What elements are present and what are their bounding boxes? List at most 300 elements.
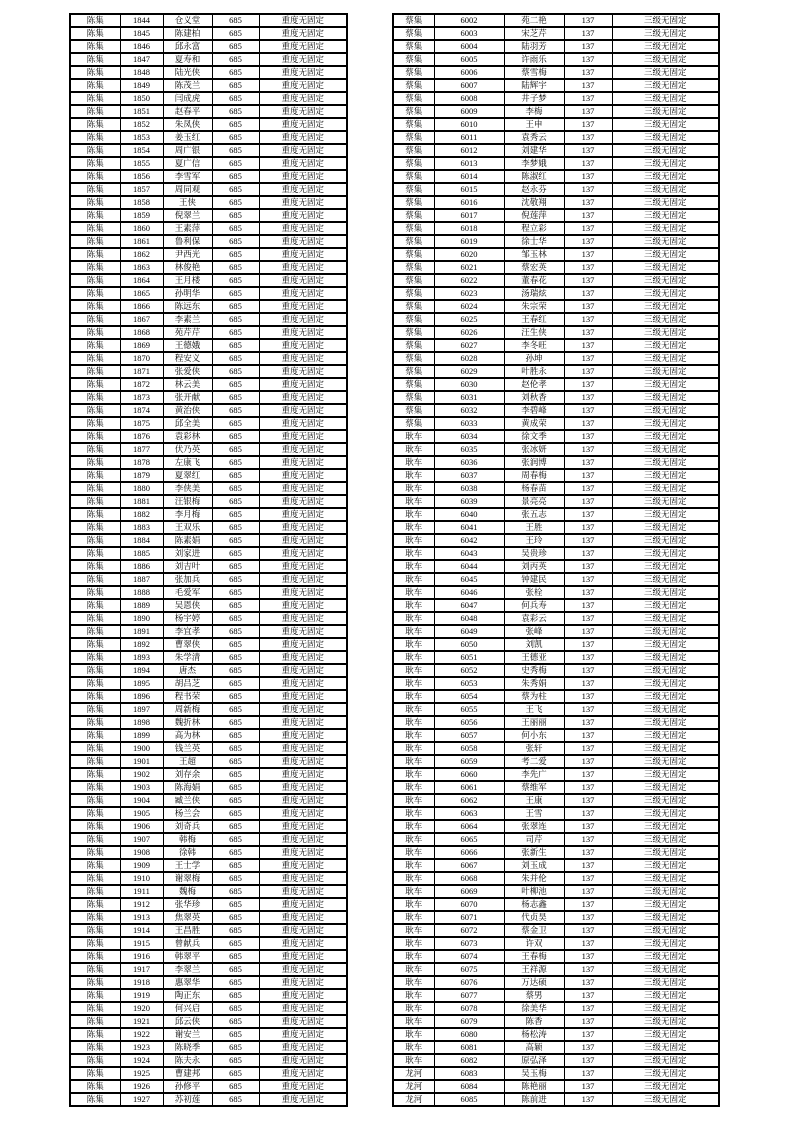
table-cell: 蔡集 <box>393 391 434 404</box>
table-row <box>393 261 719 274</box>
table-cell: 三级无固定 <box>612 612 719 625</box>
table-cell: 黄成荣 <box>504 417 564 430</box>
table-cell: 三级无固定 <box>612 274 719 287</box>
table-cell: 陈集 <box>70 820 120 833</box>
table-cell: 6083 <box>434 1067 504 1080</box>
table-cell: 陈集 <box>70 482 120 495</box>
table-cell: 三级无固定 <box>612 248 719 261</box>
table-cell: 张新生 <box>504 846 564 859</box>
table-cell: 1864 <box>120 274 163 287</box>
table-cell: 钟建民 <box>504 573 564 586</box>
table-cell: 重度无固定 <box>259 417 347 430</box>
left-roster-table <box>69 13 348 1107</box>
table-cell: 6027 <box>434 339 504 352</box>
table-cell: 1910 <box>120 872 163 885</box>
table-cell: 6056 <box>434 716 504 729</box>
table-cell: 6068 <box>434 872 504 885</box>
table-cell: 耿车 <box>393 1002 434 1015</box>
table-cell: 三级无固定 <box>612 625 719 638</box>
table-cell: 685 <box>212 391 259 404</box>
table-cell: 137 <box>564 794 612 807</box>
table-cell: 137 <box>564 976 612 989</box>
table-cell: 685 <box>212 235 259 248</box>
table-cell: 6035 <box>434 443 504 456</box>
table-cell: 6072 <box>434 924 504 937</box>
table-cell: 6047 <box>434 599 504 612</box>
table-cell: 杨松涛 <box>504 1028 564 1041</box>
table-cell: 三级无固定 <box>612 27 719 40</box>
table-cell: 685 <box>212 638 259 651</box>
table-cell: 朱凤侠 <box>163 118 212 131</box>
table-cell: 685 <box>212 963 259 976</box>
table-cell: 李素兰 <box>163 313 212 326</box>
table-cell: 6059 <box>434 755 504 768</box>
table-cell: 三级无固定 <box>612 1054 719 1067</box>
table-cell: 张栓 <box>504 586 564 599</box>
table-cell: 137 <box>564 755 612 768</box>
table-row <box>70 638 347 651</box>
table-row <box>393 872 719 885</box>
table-cell: 6013 <box>434 157 504 170</box>
table-cell: 137 <box>564 79 612 92</box>
table-cell: 李碧峰 <box>504 404 564 417</box>
table-row <box>70 131 347 144</box>
table-cell: 685 <box>212 157 259 170</box>
table-cell: 三级无固定 <box>612 196 719 209</box>
table-row <box>70 391 347 404</box>
table-cell: 685 <box>212 560 259 573</box>
table-cell: 685 <box>212 1054 259 1067</box>
table-cell: 重度无固定 <box>259 742 347 755</box>
table-cell: 三级无固定 <box>612 729 719 742</box>
table-cell: 1925 <box>120 1067 163 1080</box>
table-cell: 夏广信 <box>163 157 212 170</box>
table-cell: 徐文季 <box>504 430 564 443</box>
table-row <box>70 989 347 1002</box>
table-cell: 陈集 <box>70 963 120 976</box>
table-cell: 蔡集 <box>393 235 434 248</box>
table-cell: 耿车 <box>393 911 434 924</box>
table-cell: 景亮亮 <box>504 495 564 508</box>
table-cell: 685 <box>212 690 259 703</box>
table-cell: 陈集 <box>70 872 120 885</box>
table-cell: 陈集 <box>70 14 120 27</box>
table-cell: 陈集 <box>70 1067 120 1080</box>
table-cell: 耿车 <box>393 690 434 703</box>
table-cell: 龙河 <box>393 1093 434 1106</box>
table-cell: 刘建华 <box>504 144 564 157</box>
table-cell: 6044 <box>434 560 504 573</box>
table-cell: 137 <box>564 573 612 586</box>
table-row <box>393 820 719 833</box>
table-row <box>393 599 719 612</box>
table-cell: 三级无固定 <box>612 365 719 378</box>
table-cell: 重度无固定 <box>259 456 347 469</box>
table-cell: 蔡集 <box>393 92 434 105</box>
table-cell: 魏折林 <box>163 716 212 729</box>
table-cell: 137 <box>564 170 612 183</box>
table-cell: 程安义 <box>163 352 212 365</box>
table-cell: 137 <box>564 118 612 131</box>
table-cell: 重度无固定 <box>259 92 347 105</box>
table-cell: 137 <box>564 768 612 781</box>
table-cell: 685 <box>212 924 259 937</box>
table-cell: 137 <box>564 183 612 196</box>
table-cell: 重度无固定 <box>259 729 347 742</box>
table-row <box>70 14 347 27</box>
table-row <box>70 664 347 677</box>
table-cell: 陈集 <box>70 261 120 274</box>
table-cell: 王飞 <box>504 703 564 716</box>
table-cell: 三级无固定 <box>612 794 719 807</box>
table-cell: 邹玉林 <box>504 248 564 261</box>
table-cell: 苑芹芹 <box>163 326 212 339</box>
table-cell: 685 <box>212 1093 259 1106</box>
table-cell: 耿车 <box>393 1041 434 1054</box>
table-cell: 陈集 <box>70 534 120 547</box>
table-cell: 陈集 <box>70 248 120 261</box>
table-cell: 6034 <box>434 430 504 443</box>
table-row <box>70 911 347 924</box>
table-cell: 137 <box>564 287 612 300</box>
table-cell: 137 <box>564 547 612 560</box>
table-cell: 1885 <box>120 547 163 560</box>
table-cell: 1927 <box>120 1093 163 1106</box>
table-cell: 三级无固定 <box>612 339 719 352</box>
table-row <box>70 378 347 391</box>
table-cell: 1854 <box>120 144 163 157</box>
table-cell: 陆羽芳 <box>504 40 564 53</box>
table-cell: 6061 <box>434 781 504 794</box>
table-cell: 赵春平 <box>163 105 212 118</box>
table-cell: 1878 <box>120 456 163 469</box>
table-row <box>70 846 347 859</box>
table-cell: 685 <box>212 209 259 222</box>
table-cell: 137 <box>564 521 612 534</box>
table-cell: 三级无固定 <box>612 898 719 911</box>
table-cell: 137 <box>564 599 612 612</box>
table-cell: 陈集 <box>70 1093 120 1106</box>
table-cell: 耿车 <box>393 508 434 521</box>
table-cell: 1889 <box>120 599 163 612</box>
table-row <box>393 638 719 651</box>
table-cell: 三级无固定 <box>612 443 719 456</box>
table-cell: 685 <box>212 14 259 27</box>
table-cell: 三级无固定 <box>612 1067 719 1080</box>
table-cell: 685 <box>212 729 259 742</box>
table-cell: 137 <box>564 248 612 261</box>
table-cell: 谢安兰 <box>163 1028 212 1041</box>
table-cell: 685 <box>212 1028 259 1041</box>
table-cell: 三级无固定 <box>612 378 719 391</box>
table-cell: 陈集 <box>70 651 120 664</box>
table-row <box>393 196 719 209</box>
table-cell: 三级无固定 <box>612 1041 719 1054</box>
table-cell: 重度无固定 <box>259 1080 347 1093</box>
table-cell: 王玲 <box>504 534 564 547</box>
table-cell: 陈集 <box>70 235 120 248</box>
table-cell: 重度无固定 <box>259 716 347 729</box>
table-cell: 谢翠梅 <box>163 872 212 885</box>
table-cell: 陈集 <box>70 1002 120 1015</box>
table-cell: 蔡集 <box>393 66 434 79</box>
table-cell: 三级无固定 <box>612 547 719 560</box>
table-cell: 赵永芬 <box>504 183 564 196</box>
table-cell: 耿车 <box>393 820 434 833</box>
table-cell: 685 <box>212 300 259 313</box>
table-row <box>393 144 719 157</box>
table-cell: 6018 <box>434 222 504 235</box>
table-cell: 137 <box>564 924 612 937</box>
table-cell: 685 <box>212 989 259 1002</box>
table-cell: 三级无固定 <box>612 157 719 170</box>
table-cell: 重度无固定 <box>259 950 347 963</box>
table-cell: 陈集 <box>70 573 120 586</box>
table-cell: 朱并伦 <box>504 872 564 885</box>
table-cell: 陈集 <box>70 274 120 287</box>
table-row <box>70 547 347 560</box>
table-cell: 三级无固定 <box>612 482 719 495</box>
table-cell: 1874 <box>120 404 163 417</box>
table-cell: 蔡集 <box>393 170 434 183</box>
table-cell: 重度无固定 <box>259 378 347 391</box>
table-cell: 程书荣 <box>163 690 212 703</box>
table-cell: 6039 <box>434 495 504 508</box>
table-cell: 重度无固定 <box>259 326 347 339</box>
table-row <box>70 1093 347 1106</box>
table-cell: 陈集 <box>70 469 120 482</box>
table-cell: 蔡集 <box>393 222 434 235</box>
table-row <box>70 508 347 521</box>
table-cell: 姜玉红 <box>163 131 212 144</box>
table-cell: 1876 <box>120 430 163 443</box>
table-cell: 137 <box>564 40 612 53</box>
table-cell: 夏寿和 <box>163 53 212 66</box>
table-cell: 137 <box>564 92 612 105</box>
table-cell: 吴玉梅 <box>504 1067 564 1080</box>
table-row <box>70 430 347 443</box>
table-cell: 三级无固定 <box>612 14 719 27</box>
table-cell: 邱永富 <box>163 40 212 53</box>
table-cell: 6006 <box>434 66 504 79</box>
table-cell: 叶胜永 <box>504 365 564 378</box>
table-cell: 1850 <box>120 92 163 105</box>
table-cell: 耿车 <box>393 1015 434 1028</box>
table-cell: 杨宇婷 <box>163 612 212 625</box>
table-cell: 陈集 <box>70 430 120 443</box>
table-cell: 137 <box>564 612 612 625</box>
table-cell: 毛爱军 <box>163 586 212 599</box>
table-cell: 三级无固定 <box>612 534 719 547</box>
table-row <box>70 755 347 768</box>
table-cell: 惠翠华 <box>163 976 212 989</box>
table-cell: 陈集 <box>70 196 120 209</box>
table-cell: 685 <box>212 365 259 378</box>
table-cell: 陈海娟 <box>163 781 212 794</box>
table-cell: 王侠 <box>163 196 212 209</box>
table-cell: 685 <box>212 443 259 456</box>
table-row <box>70 703 347 716</box>
table-row <box>393 391 719 404</box>
table-row <box>393 508 719 521</box>
table-cell: 1844 <box>120 14 163 27</box>
table-row <box>70 716 347 729</box>
table-cell: 陈集 <box>70 690 120 703</box>
table-row <box>393 573 719 586</box>
table-cell: 6036 <box>434 456 504 469</box>
right-roster-table <box>392 13 720 1107</box>
table-cell: 重度无固定 <box>259 846 347 859</box>
table-cell: 137 <box>564 456 612 469</box>
table-row <box>70 482 347 495</box>
table-cell: 685 <box>212 573 259 586</box>
table-cell: 王春红 <box>504 313 564 326</box>
table-cell: 1914 <box>120 924 163 937</box>
table-cell: 耿车 <box>393 872 434 885</box>
table-cell: 三级无固定 <box>612 560 719 573</box>
table-cell: 1856 <box>120 170 163 183</box>
table-row <box>393 40 719 53</box>
table-cell: 张五志 <box>504 508 564 521</box>
table-cell: 三级无固定 <box>612 1093 719 1106</box>
table-cell: 蔡集 <box>393 131 434 144</box>
table-cell: 耿车 <box>393 482 434 495</box>
table-cell: 685 <box>212 40 259 53</box>
table-cell: 685 <box>212 248 259 261</box>
table-cell: 张冰妍 <box>504 443 564 456</box>
table-cell: 刘家进 <box>163 547 212 560</box>
table-cell: 1879 <box>120 469 163 482</box>
table-row <box>70 651 347 664</box>
table-row <box>70 612 347 625</box>
table-cell: 6017 <box>434 209 504 222</box>
table-cell: 137 <box>564 482 612 495</box>
table-cell: 蔡集 <box>393 157 434 170</box>
table-cell: 伏乃英 <box>163 443 212 456</box>
table-cell: 刘丙英 <box>504 560 564 573</box>
table-cell: 137 <box>564 586 612 599</box>
table-cell: 685 <box>212 469 259 482</box>
table-cell: 685 <box>212 872 259 885</box>
table-row <box>70 963 347 976</box>
table-cell: 1880 <box>120 482 163 495</box>
table-cell: 三级无固定 <box>612 989 719 1002</box>
table-cell: 685 <box>212 196 259 209</box>
table-cell: 重度无固定 <box>259 391 347 404</box>
table-cell: 6080 <box>434 1028 504 1041</box>
table-cell: 685 <box>212 287 259 300</box>
table-cell: 李梅 <box>504 105 564 118</box>
table-cell: 耿车 <box>393 560 434 573</box>
table-cell: 6067 <box>434 859 504 872</box>
table-cell: 重度无固定 <box>259 313 347 326</box>
table-row <box>393 417 719 430</box>
table-cell: 6054 <box>434 690 504 703</box>
table-cell: 1882 <box>120 508 163 521</box>
table-cell: 6070 <box>434 898 504 911</box>
table-cell: 137 <box>564 495 612 508</box>
table-row <box>70 1080 347 1093</box>
table-cell: 王超 <box>163 755 212 768</box>
table-cell: 6049 <box>434 625 504 638</box>
table-cell: 三级无固定 <box>612 391 719 404</box>
table-row <box>70 768 347 781</box>
table-cell: 685 <box>212 417 259 430</box>
table-row <box>70 521 347 534</box>
table-row <box>393 560 719 573</box>
table-cell: 137 <box>564 300 612 313</box>
table-cell: 陈集 <box>70 794 120 807</box>
table-cell: 1872 <box>120 378 163 391</box>
table-cell: 重度无固定 <box>259 703 347 716</box>
table-cell: 三级无固定 <box>612 183 719 196</box>
table-cell: 6058 <box>434 742 504 755</box>
table-cell: 陈集 <box>70 1015 120 1028</box>
table-cell: 137 <box>564 1002 612 1015</box>
table-cell: 三级无固定 <box>612 1080 719 1093</box>
table-row <box>393 339 719 352</box>
table-cell: 周新梅 <box>163 703 212 716</box>
table-cell: 1888 <box>120 586 163 599</box>
table-row <box>393 326 719 339</box>
table-cell: 1893 <box>120 651 163 664</box>
table-cell: 137 <box>564 339 612 352</box>
table-row <box>70 339 347 352</box>
table-cell: 张润博 <box>504 456 564 469</box>
table-cell: 蔡集 <box>393 14 434 27</box>
table-cell: 重度无固定 <box>259 1067 347 1080</box>
table-cell: 三级无固定 <box>612 833 719 846</box>
table-cell: 1920 <box>120 1002 163 1015</box>
table-cell: 685 <box>212 53 259 66</box>
table-cell: 6007 <box>434 79 504 92</box>
table-cell: 6011 <box>434 131 504 144</box>
table-cell: 耿车 <box>393 846 434 859</box>
table-cell: 三级无固定 <box>612 521 719 534</box>
table-cell: 周春梅 <box>504 469 564 482</box>
table-cell: 685 <box>212 937 259 950</box>
table-cell: 685 <box>212 118 259 131</box>
table-cell: 1904 <box>120 794 163 807</box>
table-cell: 刘凯 <box>504 638 564 651</box>
table-cell: 耿车 <box>393 651 434 664</box>
table-cell: 685 <box>212 716 259 729</box>
table-cell: 陈集 <box>70 586 120 599</box>
table-cell: 重度无固定 <box>259 261 347 274</box>
table-cell: 6066 <box>434 846 504 859</box>
table-cell: 蔡维军 <box>504 781 564 794</box>
table-cell: 1849 <box>120 79 163 92</box>
table-cell: 6076 <box>434 976 504 989</box>
table-cell: 137 <box>564 378 612 391</box>
table-cell: 李冬旺 <box>504 339 564 352</box>
table-cell: 685 <box>212 612 259 625</box>
table-cell: 陈集 <box>70 547 120 560</box>
table-cell: 原弘泽 <box>504 1054 564 1067</box>
table-row <box>70 1041 347 1054</box>
table-cell: 邱云侠 <box>163 1015 212 1028</box>
table-row <box>70 898 347 911</box>
table-cell: 1918 <box>120 976 163 989</box>
table-cell: 蔡集 <box>393 248 434 261</box>
table-cell: 137 <box>564 144 612 157</box>
table-cell: 685 <box>212 846 259 859</box>
table-cell: 重度无固定 <box>259 781 347 794</box>
table-cell: 三级无固定 <box>612 976 719 989</box>
table-cell: 陈集 <box>70 209 120 222</box>
table-row <box>393 235 719 248</box>
table-cell: 耿车 <box>393 794 434 807</box>
